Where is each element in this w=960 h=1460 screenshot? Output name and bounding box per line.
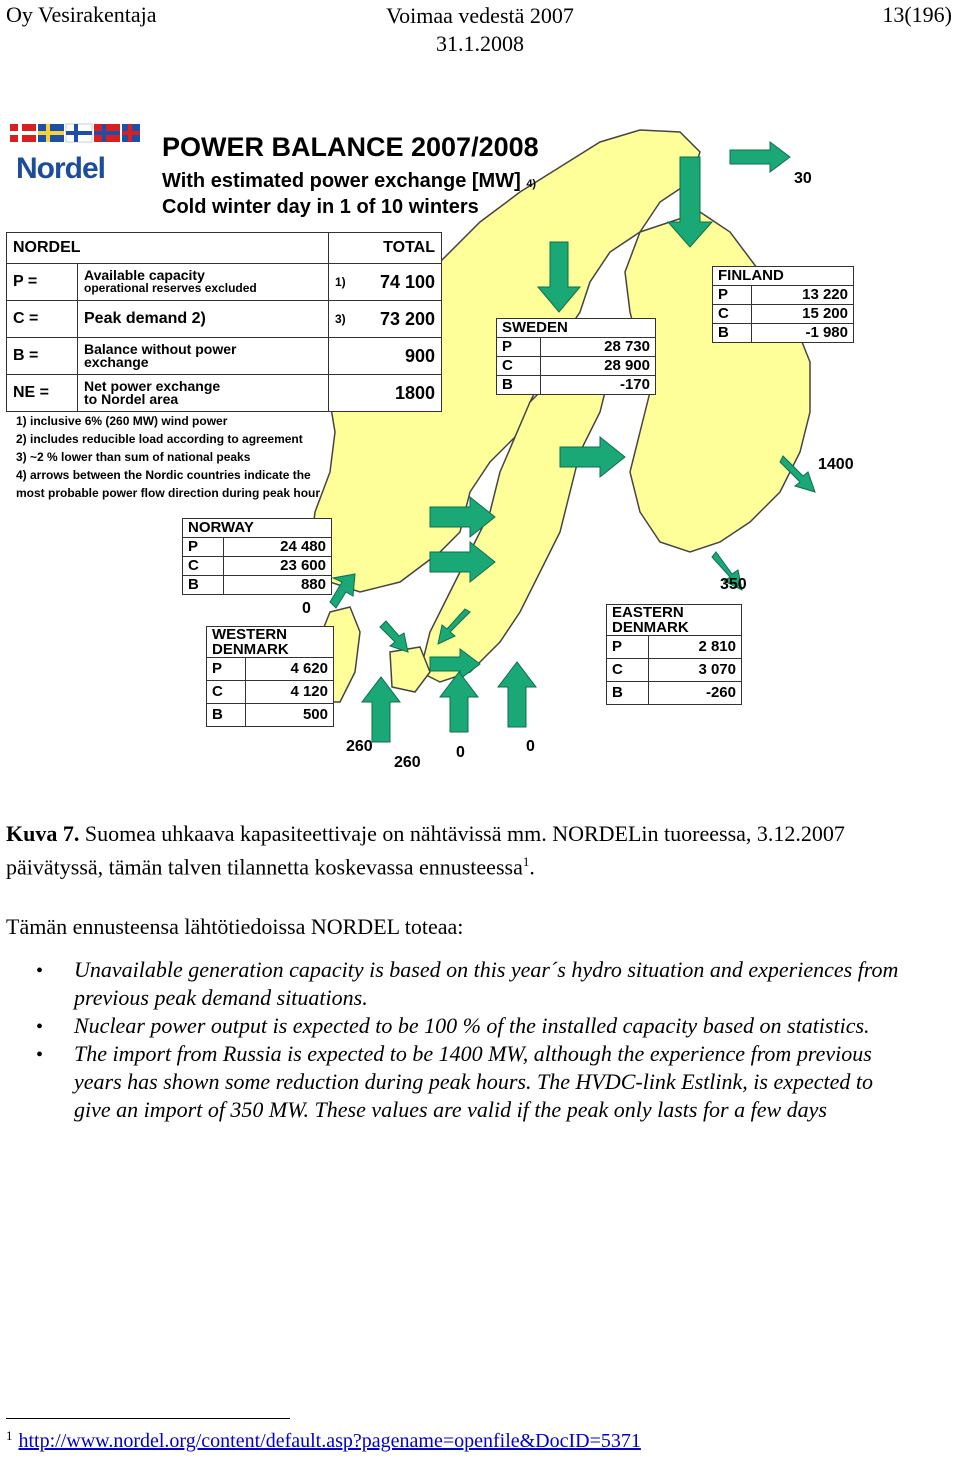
nordel-flags-icon	[10, 124, 140, 142]
edk-c: 3 070	[648, 659, 741, 682]
finland-b: -1 980	[752, 324, 854, 343]
note-4: 4) arrows between the Nordic countries indicate the	[16, 468, 311, 482]
nordel-label-sub: operational reserves excluded	[84, 281, 257, 295]
figure-subtitle-1-note: 4)	[526, 178, 537, 190]
bullet-text: Nuclear power output is expected to be 100 % of the installed capacity based on statistics.	[74, 1013, 870, 1038]
caption-ref: 1	[522, 854, 530, 869]
header-page-number: 13(196)	[882, 2, 952, 27]
caption-label: Kuva 7.	[6, 821, 80, 846]
nordel-key: B =	[7, 338, 78, 375]
nordel-row-p	[7, 264, 442, 301]
flow-russia-finland: 1400	[818, 456, 854, 473]
nordel-total-table	[6, 232, 442, 412]
arrow-russia-north	[730, 142, 790, 172]
row-key: P	[713, 286, 752, 305]
nordel-value: 900	[363, 338, 442, 375]
wdk-b: 500	[246, 704, 334, 727]
nordel-row-c	[7, 301, 442, 338]
figure-notes	[16, 412, 320, 502]
footnote-divider	[6, 1418, 290, 1419]
bullet-item	[6, 956, 906, 1012]
header-center	[0, 2, 960, 58]
sweden-box	[496, 318, 656, 395]
page-header	[0, 2, 960, 58]
nordel-key: NE =	[7, 375, 78, 412]
figure-subtitle-2: Cold winter day in 1 of 10 winters	[162, 196, 479, 218]
row-key: C	[183, 557, 224, 576]
note-3: 3) ~2 % lower than sum of national peaks	[16, 450, 251, 464]
row-key: C	[497, 357, 541, 376]
row-key: C	[207, 681, 246, 704]
power-balance-figure	[0, 112, 960, 780]
country-name-line1: WESTERN	[212, 626, 287, 643]
nordel-value: 73 200	[363, 301, 442, 338]
nordel-label: Peak demand 2)	[78, 301, 329, 338]
finland-c: 15 200	[752, 305, 854, 324]
nordel-value: 74 100	[363, 264, 442, 301]
bullet-item	[6, 1040, 906, 1124]
eastern-denmark-box	[606, 604, 742, 705]
arrow-south-2	[440, 672, 478, 732]
footnote-number: 1	[6, 1428, 13, 1443]
footnote-link[interactable]: http://www.nordel.org/content/default.asp?pagename=openfile&DocID=5371	[18, 1430, 641, 1452]
header-title: Voimaa vedestä 2007	[386, 3, 574, 28]
nordel-table-header	[7, 233, 442, 264]
nordel-head-total: TOTAL	[329, 233, 442, 264]
bullet-icon: •	[36, 960, 44, 982]
wdk-p: 4 620	[246, 658, 334, 681]
row-key: C	[607, 659, 649, 682]
nordel-key: P =	[7, 264, 78, 301]
row-key: C	[713, 305, 752, 324]
sweden-b: -170	[541, 376, 656, 395]
country-name: SWEDEN	[497, 319, 656, 338]
bullet-list	[6, 956, 906, 1124]
note-4-cont: most probable power flow direction during peak hour	[16, 486, 321, 500]
flow-norway-denmark: 0	[302, 600, 311, 617]
header-company: Oy Vesirakentaja	[6, 2, 157, 27]
arrow-jutland-north	[380, 621, 408, 652]
figure-caption	[6, 820, 906, 881]
bullet-text: The import from Russia is expected to be 1400 MW, although the experience from previous years has shown some reduction during peak hours. The HVDC-link Estlink, is expected to give an import of 350 MW. These values are valid if the peak only lasts for a few days	[74, 1041, 874, 1122]
nordel-head-label: NORDEL	[7, 233, 329, 264]
wdk-c: 4 120	[246, 681, 334, 704]
nordel-label	[78, 264, 329, 301]
flow-south-3: 0	[456, 744, 465, 761]
flow-russia-north: 30	[794, 170, 812, 187]
nordel-value: 1800	[363, 375, 442, 412]
caption-end: .	[529, 854, 535, 880]
norway-box	[182, 518, 332, 595]
arrow-south-3	[498, 662, 536, 727]
nordel-note: 3)	[329, 301, 364, 338]
row-key: P	[607, 636, 649, 659]
nordel-label-main: Balance without power	[84, 341, 237, 357]
nordel-logo: Nordel	[16, 152, 106, 185]
nordel-note-empty	[329, 375, 364, 412]
lead-paragraph: Tämän ennusteensa lähtötiedoissa NORDEL toteaa:	[6, 914, 464, 939]
country-name-line1: EASTERN	[612, 604, 684, 621]
nordel-key: C =	[7, 301, 78, 338]
row-key: B	[183, 576, 224, 595]
sweden-p: 28 730	[541, 338, 656, 357]
flow-south-2: 260	[394, 754, 421, 771]
bullet-icon: •	[36, 1016, 44, 1038]
country-name: FINLAND	[713, 267, 854, 286]
country-name-line2: DENMARK	[212, 641, 289, 658]
sweden-c: 28 900	[541, 357, 656, 376]
note-1: 1) inclusive 6% (260 MW) wind power	[16, 414, 228, 428]
row-key: P	[183, 538, 224, 557]
figure-subtitle-1-text: With estimated power exchange [MW]	[162, 170, 521, 192]
row-key: P	[207, 658, 246, 681]
country-name	[207, 627, 334, 658]
row-key: B	[713, 324, 752, 343]
flow-south-4: 0	[526, 738, 535, 755]
bullet-item	[6, 1012, 906, 1040]
row-key: B	[607, 682, 649, 705]
edk-b: -260	[648, 682, 741, 705]
flow-south-1: 260	[346, 738, 373, 755]
nordel-label	[78, 338, 329, 375]
note-2: 2) includes reducible load according to agreement	[16, 432, 303, 446]
finland-box	[712, 266, 854, 343]
figure-subtitle-1	[162, 170, 536, 193]
nordel-row-b	[7, 338, 442, 375]
flow-estlink: 350	[720, 576, 747, 593]
western-denmark-box	[206, 626, 334, 727]
norway-p: 24 480	[224, 538, 332, 557]
nordel-label-sub: exchange	[84, 354, 149, 370]
nordel-label-main: Available capacity	[84, 267, 205, 283]
bullet-text: Unavailable generation capacity is based on this year´s hydro situation and experiences from previous peak demand situations.	[74, 957, 899, 1010]
nordel-row-ne	[7, 375, 442, 412]
nordel-note: 1)	[329, 264, 364, 301]
header-date: 31.1.2008	[436, 31, 524, 56]
country-name	[607, 605, 742, 636]
nordel-label-sub: to Nordel area	[84, 391, 179, 407]
country-name-line2: DENMARK	[612, 619, 689, 636]
nordel-label-main: Net power exchange	[84, 378, 221, 394]
bullet-icon: •	[36, 1044, 44, 1066]
norway-b: 880	[224, 576, 332, 595]
edk-p: 2 810	[648, 636, 741, 659]
row-key: B	[497, 376, 541, 395]
finland-p: 13 220	[752, 286, 854, 305]
nordel-label	[78, 375, 329, 412]
figure-title: POWER BALANCE 2007/2008	[162, 132, 539, 162]
row-key: P	[497, 338, 541, 357]
footnote	[6, 1430, 641, 1453]
norway-c: 23 600	[224, 557, 332, 576]
caption-text: Suomea uhkaava kapasiteettivaje on nähtävissä mm. NORDELin tuoreessa, 3.12.2007 päivätyssä, tämän talven tilannetta koskevassa ennusteessa	[6, 821, 845, 880]
row-key: B	[207, 704, 246, 727]
country-name: NORWAY	[183, 519, 332, 538]
nordel-note-empty	[329, 338, 364, 375]
